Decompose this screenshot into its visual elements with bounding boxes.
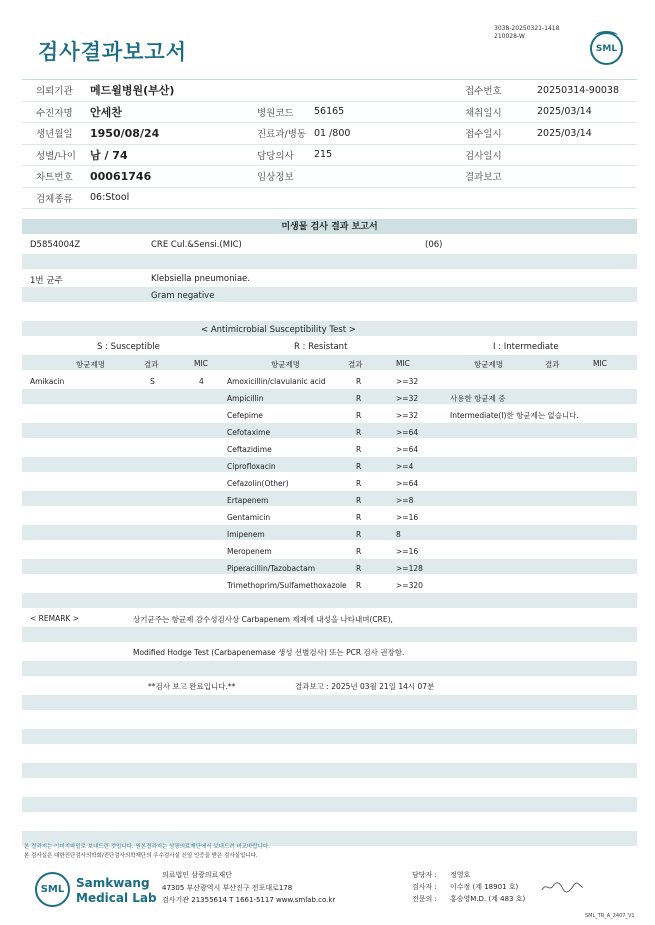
drug-result: S — [150, 377, 155, 386]
organism-label: 1번 균주 — [30, 276, 63, 286]
info-label: 담당의사 — [257, 150, 294, 162]
document-id — [494, 25, 559, 41]
info-label: 검체종류 — [36, 193, 73, 205]
info-value: 2025/03/14 — [537, 106, 592, 118]
org-contact: 검사기관 21355614 T 1661-5117 www.smlab.co.kr — [162, 896, 336, 904]
form-code: SML_TR_A_2407_V1 — [585, 913, 635, 919]
info-label: 생년월일 — [36, 129, 73, 141]
staff-name: 정영호 — [450, 871, 471, 879]
drug-mic: 4 — [199, 377, 204, 386]
info-label: 결과보고 — [465, 172, 502, 184]
signature-icon — [540, 880, 585, 894]
patient-info-row — [22, 80, 637, 102]
intermediate-note-1: 사용한 항균제 중 — [450, 394, 506, 403]
remark-label: < REMARK > — [30, 614, 80, 623]
col-drug-mid: 항균제명 — [271, 360, 300, 369]
info-value: 01 /800 — [314, 127, 351, 139]
test-number: (06) — [425, 240, 443, 250]
drug-result: R — [356, 581, 362, 590]
row-band — [22, 593, 637, 608]
row-band — [22, 763, 637, 778]
info-label: 의뢰기관 — [36, 86, 73, 98]
patient-info-row — [22, 188, 637, 210]
document-id-line2: 210028-W — [494, 33, 525, 40]
drug-mic: >=64 — [396, 479, 419, 488]
footer-notice-2: 본 검사실은 대한진단검사의학회/진단검사의학재단의 우수검사실 신임 인증을 받은 검사실입니다. — [24, 853, 258, 859]
drug-result: R — [356, 513, 362, 522]
row-band — [22, 423, 637, 438]
org-name: 의료법인 삼광의료재단 — [162, 871, 232, 879]
drug-result: R — [356, 564, 362, 573]
col-mic-mid: MIC — [396, 359, 410, 368]
info-value: 20250314-90038 — [537, 84, 620, 96]
info-label: 접수일시 — [465, 129, 502, 141]
drug-mic: >=32 — [396, 411, 419, 420]
info-label: 접수번호 — [465, 86, 502, 98]
report-time: 결과보고 : 2025년 03월 21일 14시 07분 — [295, 682, 435, 691]
drug-mic: >=16 — [396, 513, 419, 522]
gram-stain: Gram negative — [151, 291, 215, 301]
legend-susceptible: S : Susceptible — [97, 342, 160, 352]
info-value: 215 — [314, 149, 333, 161]
drug-mic: >=8 — [396, 496, 414, 505]
row-band — [22, 254, 637, 269]
drug-result: R — [356, 547, 362, 556]
drug-name: Cefotaxime — [227, 428, 271, 437]
staff-role: 전문의 : — [412, 895, 437, 903]
drug-mic: >=64 — [396, 445, 419, 454]
row-band — [22, 559, 637, 574]
info-value: 2025/03/14 — [537, 127, 592, 139]
drug-result: R — [356, 411, 362, 420]
info-value: 00061746 — [90, 169, 152, 183]
drug-result: R — [356, 428, 362, 437]
drug-mic: >=64 — [396, 428, 419, 437]
info-label: 검사일시 — [465, 150, 502, 162]
drug-mic: >=32 — [396, 394, 419, 403]
drug-result: R — [356, 479, 362, 488]
drug-name: Amikacin — [30, 377, 65, 386]
intermediate-note-2: Intermediate(I)한 항균제는 없습니다. — [450, 411, 579, 420]
sml-footer-logo: SML — [35, 872, 70, 907]
legend-resistant: R : Resistant — [294, 342, 348, 352]
patient-info-row — [22, 123, 637, 145]
drug-mic: >=128 — [396, 564, 423, 573]
col-result-left: 결과 — [144, 360, 159, 369]
row-band — [22, 287, 637, 302]
drug-name: Imipenem — [227, 530, 265, 539]
info-label: 차트번호 — [36, 172, 73, 184]
drug-mic: >=16 — [396, 547, 419, 556]
col-result-right: 결과 — [545, 360, 560, 369]
info-value: 56165 — [314, 106, 345, 118]
drug-result: R — [356, 496, 362, 505]
report-title: 검사결과보고서 — [38, 40, 188, 64]
remark-line-1: 상기균주는 항균제 감수성검사상 Carbapenem 제제에 내성을 나타내며(CRE), — [133, 615, 393, 624]
legend-intermediate: I : Intermediate — [493, 342, 559, 352]
drug-result: R — [356, 530, 362, 539]
info-label: 임상정보 — [257, 172, 294, 184]
drug-mic: >=320 — [396, 581, 423, 590]
drug-name: Cefepime — [227, 411, 263, 420]
drug-name: Cefazolin(Other) — [227, 479, 289, 488]
row-band — [22, 695, 637, 710]
info-value: 06:Stool — [90, 192, 130, 204]
col-result-mid: 결과 — [348, 360, 363, 369]
drug-name: Ampicillin — [227, 394, 264, 403]
info-value: 안세찬 — [90, 105, 122, 119]
row-band — [22, 797, 637, 812]
row-band — [22, 729, 637, 744]
document-id-line1: 3038-20250321-1418 — [494, 25, 560, 32]
test-code: D5854004Z — [30, 240, 81, 250]
info-label: 진료과/병동 — [257, 129, 307, 141]
drug-mic: 8 — [396, 530, 401, 539]
col-mic-left: MIC — [194, 359, 208, 368]
drug-name: Trimethoprim/Sulfamethoxazole — [227, 581, 347, 590]
test-name: CRE Cul.&Sensi.(MIC) — [151, 240, 242, 250]
drug-name: Amoxicillin/clavulanic acid — [227, 377, 326, 386]
col-drug-right: 항균제명 — [474, 360, 503, 369]
patient-info-table — [22, 79, 637, 209]
row-band — [22, 389, 637, 404]
row-band — [22, 627, 637, 642]
staff-role: 담당자 : — [412, 871, 437, 879]
drug-name: Ceftazidime — [227, 445, 272, 454]
info-value: 메드윌병원(부산) — [90, 84, 175, 98]
drug-name: Ertapenem — [227, 496, 269, 505]
drug-result: R — [356, 394, 362, 403]
patient-info-row — [22, 166, 637, 188]
row-band — [22, 457, 637, 472]
col-drug-left: 항균제명 — [76, 360, 105, 369]
drug-name: Piperacillin/Tazobactam — [227, 564, 316, 573]
staff-role: 검사자 : — [412, 883, 437, 891]
drug-name: Ciprofloxacin — [227, 462, 276, 471]
col-mic-right: MIC — [593, 359, 607, 368]
sml-logo: SML — [590, 32, 623, 65]
patient-info-row — [22, 145, 637, 167]
patient-info-row — [22, 102, 637, 124]
remark-line-2: Modified Hodge Test (Carbapenemase 생성 선별검사) 또는 PCR 검사 권장함. — [133, 648, 405, 657]
row-band — [22, 525, 637, 540]
staff-name: 이수정 (계 18901 호) — [450, 883, 519, 891]
row-band — [22, 491, 637, 506]
info-label: 병원코드 — [257, 107, 294, 119]
staff-name: 홍승영M.D. (계 483 호) — [450, 895, 526, 903]
brand-line-1: Samkwang — [76, 876, 150, 890]
drug-result: R — [356, 462, 362, 471]
info-label: 채취일시 — [465, 107, 502, 119]
drug-result: R — [356, 445, 362, 454]
drug-name: Meropenem — [227, 547, 272, 556]
info-label: 수진자명 — [36, 107, 73, 119]
row-band — [22, 661, 637, 676]
info-value: 1950/08/24 — [90, 126, 160, 140]
ast-title: < Antimicrobial Susceptibility Test > — [201, 325, 356, 335]
drug-mic: >=32 — [396, 377, 419, 386]
section-title: 미생물 검사 결과 보고서 — [22, 219, 637, 234]
brand-line-2: Medical Lab — [76, 891, 157, 905]
drug-mic: >=4 — [396, 462, 414, 471]
drug-name: Gentamicin — [227, 513, 271, 522]
footer-notice-1: 본 결과지는 이미지파일로 보내드린 것입니다. 원본결과지는 삼광의료재단에서 보내드려 비교바랍니다. — [24, 844, 270, 850]
organism-name: Klebsiella pneumoniae. — [151, 274, 250, 284]
org-address: 47305 부산광역시 부산진구 전포대로178 — [162, 884, 293, 892]
info-label: 성별/나이 — [36, 150, 76, 162]
drug-result: R — [356, 377, 362, 386]
completion-note: **검사 보고 완료입니다.** — [148, 682, 236, 691]
info-value: 남 / 74 — [90, 148, 128, 162]
